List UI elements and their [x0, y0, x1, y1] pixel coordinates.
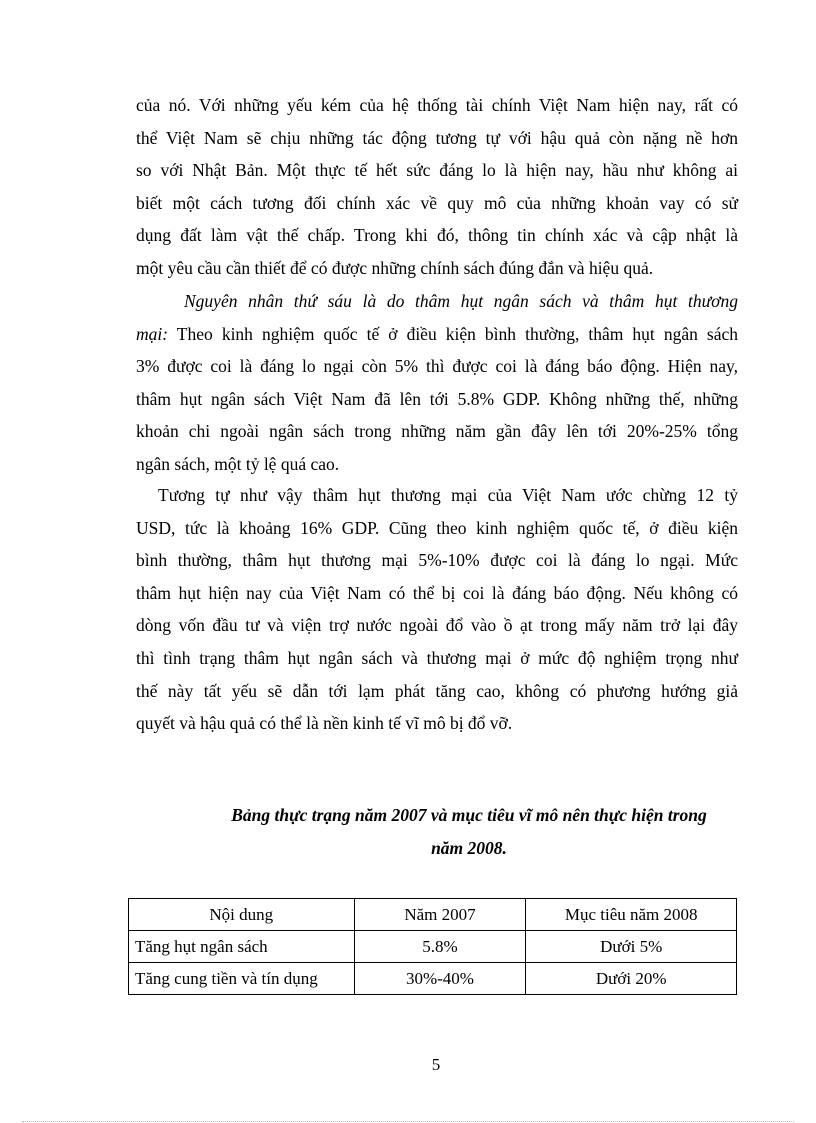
text-line: thâm hụt hiện nay của Việt Nam có thể bị coi là đáng báo động. Nếu không có [136, 582, 738, 603]
table-cell: 30%-40% [354, 963, 526, 995]
text-line: dòng vốn đầu tư và viện trợ nước ngoài đổ vào ồ ạt trong mấy năm trở lại đây [136, 615, 738, 636]
text-line [136, 318, 738, 351]
header-cell: Nội dung [129, 899, 355, 931]
text-line: khoản chi ngoài ngân sách trong những năm gần đây lên tới 20%-25% tổng [136, 421, 738, 442]
text-line: bình thường, thâm hụt thương mại 5%-10% được coi là đáng lo ngại. Mức [136, 550, 738, 571]
text-line: biết một cách tương đối chính xác về quy mô của những khoản vay có sử [136, 192, 738, 213]
text-line: ngân sách, một tỷ lệ quá cao. [136, 453, 340, 474]
text-line: thì tình trạng thâm hụt ngân sách và thương mại ở mức độ nghiệm trọng như [136, 647, 738, 668]
text-line: thâm hụt ngân sách Việt Nam đã lên tới 5.8% GDP. Không những thế, những [136, 388, 738, 409]
text-line: 3% được coi là đáng lo ngại còn 5% thì được coi là đáng báo động. Hiện nay, [136, 356, 738, 377]
header-cell: Năm 2007 [354, 899, 526, 931]
table-cell: Dưới 5% [526, 931, 737, 963]
text-line: của nó. Với những yếu kém của hệ thống tài chính Việt Nam hiện nay, rất có [136, 95, 738, 115]
page-bottom-divider [22, 1121, 794, 1122]
text-line: thể Việt Nam sẽ chịu những tác động tương tự với hậu quả còn nặng nề hơn [136, 127, 738, 148]
text-line: Tương tự như vậy thâm hụt thương mại của Việt Nam ước chừng 12 tỷ [158, 485, 738, 505]
text-line: một yêu cầu cần thiết để có được những chính sách đúng đắn và hiệu quả. [136, 257, 654, 278]
text-line: so với Nhật Bản. Một thực tế hết sức đáng lo là hiện nay, hầu như không ai [136, 160, 738, 181]
paragraph-sixth-cause [136, 285, 738, 481]
text-run: Theo kinh nghiệm quốc tế ở điều kiện bình thường, thâm hụt ngân sách [168, 323, 738, 344]
table-cell: Dưới 20% [526, 963, 737, 995]
table-cell: Tăng cung tiền và tín dụng [129, 963, 355, 995]
table-cell: 5.8% [354, 931, 526, 963]
italic-lead: Nguyên nhân thứ sáu là do thâm hụt ngân sách và thâm hụt thương [184, 291, 738, 311]
table-caption: năm 2008. [431, 838, 507, 858]
text-line: dụng đất làm vật thế chấp. Trong khi đó, thông tin chính xác và cập nhật là [136, 225, 738, 246]
header-cell: Mục tiêu năm 2008 [526, 899, 737, 931]
page-number: 5 [431, 1055, 441, 1074]
text-line: USD, tức là khoảng 16% GDP. Cũng theo kinh nghiệm quốc tế, ở điều kiện [136, 517, 738, 538]
macro-targets-table [128, 898, 737, 995]
table-caption: Bảng thực trạng năm 2007 và mục tiêu vĩ mô nên thực hiện trong [231, 805, 707, 825]
table-header-row [129, 899, 737, 931]
table-row [129, 963, 737, 995]
italic-lead: mại: [136, 323, 169, 344]
paragraph-trade-deficit [136, 479, 738, 740]
table-row [129, 931, 737, 963]
text-line: thế này tất yếu sẽ dẫn tới lạm phát tăng cao, không có phương hướng giả [136, 680, 738, 701]
text-line: quyết và hậu quả có thể là nền kinh tế vĩ mô bị đổ vỡ. [136, 713, 513, 734]
paragraph-financial-system [136, 89, 738, 285]
table-cell: Tăng hụt ngân sách [129, 931, 355, 963]
